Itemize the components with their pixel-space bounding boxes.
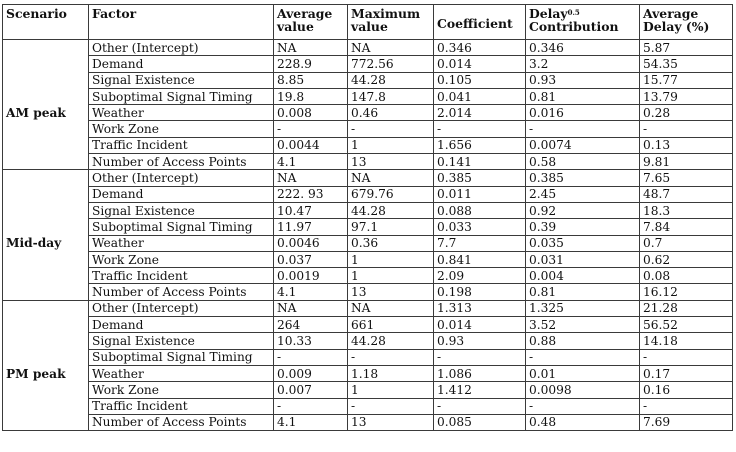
delay-contribution-cell: 0.39 bbox=[526, 219, 640, 235]
average-value-cell: 11.97 bbox=[274, 219, 348, 235]
table-row bbox=[3, 365, 733, 381]
average-delay-cell: 7.84 bbox=[640, 219, 733, 235]
scenario-cell bbox=[3, 398, 89, 414]
coefficient-cell: 0.085 bbox=[434, 414, 526, 430]
coefficient-cell: - bbox=[434, 349, 526, 365]
factor-cell: Number of Access Points bbox=[89, 414, 274, 430]
average-delay-cell: 21.28 bbox=[640, 300, 733, 316]
header-scenario: Scenario bbox=[3, 5, 89, 40]
table-row bbox=[3, 72, 733, 88]
average-value-cell: 8.85 bbox=[274, 72, 348, 88]
coefficient-cell: 0.93 bbox=[434, 333, 526, 349]
factor-cell: Weather bbox=[89, 235, 274, 251]
maximum-value-cell: 1.18 bbox=[348, 365, 434, 381]
average-delay-cell: 16.12 bbox=[640, 284, 733, 300]
factor-cell: Signal Existence bbox=[89, 202, 274, 218]
average-value-cell: 4.1 bbox=[274, 284, 348, 300]
factor-cell: Weather bbox=[89, 365, 274, 381]
average-delay-cell: 0.16 bbox=[640, 382, 733, 398]
average-delay-cell: 9.81 bbox=[640, 154, 733, 170]
maximum-value-cell: - bbox=[348, 349, 434, 365]
maximum-value-cell: 97.1 bbox=[348, 219, 434, 235]
delay-contribution-cell: 2.45 bbox=[526, 186, 640, 202]
scenario-cell: Mid-day bbox=[3, 235, 89, 251]
delay-contribution-cell: - bbox=[526, 349, 640, 365]
coefficient-cell: 0.014 bbox=[434, 56, 526, 72]
delay-contribution-cell: 3.52 bbox=[526, 317, 640, 333]
factor-cell: Work Zone bbox=[89, 121, 274, 137]
factor-cell: Signal Existence bbox=[89, 72, 274, 88]
average-value-cell: NA bbox=[274, 170, 348, 186]
maximum-value-cell: 1 bbox=[348, 137, 434, 153]
table-row bbox=[3, 186, 733, 202]
coefficient-cell: 2.09 bbox=[434, 268, 526, 284]
average-delay-cell: 7.65 bbox=[640, 170, 733, 186]
table-row bbox=[3, 284, 733, 300]
average-value-cell: 0.037 bbox=[274, 251, 348, 267]
delay-contribution-cell: - bbox=[526, 398, 640, 414]
average-value-cell: 4.1 bbox=[274, 154, 348, 170]
maximum-value-cell: 44.28 bbox=[348, 72, 434, 88]
table-row bbox=[3, 105, 733, 121]
maximum-value-cell: 147.8 bbox=[348, 88, 434, 104]
coefficient-cell: 0.841 bbox=[434, 251, 526, 267]
coefficient-cell: 1.412 bbox=[434, 382, 526, 398]
table-row bbox=[3, 333, 733, 349]
average-value-cell: 222. 93 bbox=[274, 186, 348, 202]
delay-contribution-cell: 0.031 bbox=[526, 251, 640, 267]
average-delay-cell: 0.08 bbox=[640, 268, 733, 284]
maximum-value-cell: 679.76 bbox=[348, 186, 434, 202]
factor-cell: Work Zone bbox=[89, 382, 274, 398]
delay-contribution-cell: 0.0098 bbox=[526, 382, 640, 398]
maximum-value-cell: 13 bbox=[348, 284, 434, 300]
delay-contribution-cell: 0.92 bbox=[526, 202, 640, 218]
average-delay-cell: 0.13 bbox=[640, 137, 733, 153]
average-value-cell: 10.33 bbox=[274, 333, 348, 349]
scenario-cell bbox=[3, 186, 89, 202]
average-delay-cell: 5.87 bbox=[640, 40, 733, 56]
average-delay-cell: 14.18 bbox=[640, 333, 733, 349]
factor-cell: Work Zone bbox=[89, 251, 274, 267]
delay-factor-table bbox=[2, 4, 733, 431]
average-delay-cell: 7.69 bbox=[640, 414, 733, 430]
average-value-cell: NA bbox=[274, 40, 348, 56]
average-delay-cell: 15.77 bbox=[640, 72, 733, 88]
average-value-cell: 264 bbox=[274, 317, 348, 333]
average-value-cell: 10.47 bbox=[274, 202, 348, 218]
average-value-cell: 0.0046 bbox=[274, 235, 348, 251]
delay-contribution-cell: 0.93 bbox=[526, 72, 640, 88]
factor-cell: Number of Access Points bbox=[89, 154, 274, 170]
table-row bbox=[3, 235, 733, 251]
table-row bbox=[3, 202, 733, 218]
table-row bbox=[3, 317, 733, 333]
coefficient-cell: 0.198 bbox=[434, 284, 526, 300]
coefficient-cell: 0.011 bbox=[434, 186, 526, 202]
average-value-cell: 0.0019 bbox=[274, 268, 348, 284]
factor-cell: Demand bbox=[89, 56, 274, 72]
factor-cell: Signal Existence bbox=[89, 333, 274, 349]
header-row bbox=[3, 5, 733, 40]
coefficient-cell: 2.014 bbox=[434, 105, 526, 121]
delay-contribution-cell: 0.58 bbox=[526, 154, 640, 170]
coefficient-cell: 0.014 bbox=[434, 317, 526, 333]
coefficient-cell: 0.088 bbox=[434, 202, 526, 218]
maximum-value-cell: 0.36 bbox=[348, 235, 434, 251]
factor-cell: Weather bbox=[89, 105, 274, 121]
maximum-value-cell: 44.28 bbox=[348, 333, 434, 349]
coefficient-cell: 0.141 bbox=[434, 154, 526, 170]
maximum-value-cell: 772.56 bbox=[348, 56, 434, 72]
maximum-value-cell: - bbox=[348, 398, 434, 414]
scenario-cell bbox=[3, 219, 89, 235]
scenario-cell bbox=[3, 137, 89, 153]
maximum-value-cell: 1 bbox=[348, 251, 434, 267]
average-delay-cell: 18.3 bbox=[640, 202, 733, 218]
factor-cell: Traffic Incident bbox=[89, 268, 274, 284]
table-row bbox=[3, 268, 733, 284]
scenario-cell bbox=[3, 72, 89, 88]
average-value-cell: 228.9 bbox=[274, 56, 348, 72]
scenario-cell bbox=[3, 88, 89, 104]
maximum-value-cell: 13 bbox=[348, 154, 434, 170]
coefficient-cell: 0.385 bbox=[434, 170, 526, 186]
header-average-delay: Average Delay (%) bbox=[640, 5, 733, 40]
delay-contribution-cell: - bbox=[526, 121, 640, 137]
delay-contribution-cell: 0.81 bbox=[526, 284, 640, 300]
header-factor: Factor bbox=[89, 5, 274, 40]
scenario-cell bbox=[3, 284, 89, 300]
average-delay-cell: 54.35 bbox=[640, 56, 733, 72]
coefficient-cell: 1.086 bbox=[434, 365, 526, 381]
average-delay-cell: - bbox=[640, 398, 733, 414]
factor-cell: Suboptimal Signal Timing bbox=[89, 349, 274, 365]
scenario-cell bbox=[3, 333, 89, 349]
delay-contribution-cell: 0.346 bbox=[526, 40, 640, 56]
factor-cell: Other (Intercept) bbox=[89, 170, 274, 186]
scenario-cell: PM peak bbox=[3, 365, 89, 381]
average-value-cell: - bbox=[274, 349, 348, 365]
delay-contribution-cell: 0.88 bbox=[526, 333, 640, 349]
table-row bbox=[3, 56, 733, 72]
factor-cell: Traffic Incident bbox=[89, 137, 274, 153]
maximum-value-cell: NA bbox=[348, 300, 434, 316]
coefficient-cell: 7.7 bbox=[434, 235, 526, 251]
average-value-cell: 4.1 bbox=[274, 414, 348, 430]
average-value-cell: - bbox=[274, 398, 348, 414]
table-row bbox=[3, 40, 733, 56]
table-row bbox=[3, 398, 733, 414]
coefficient-cell: 0.033 bbox=[434, 219, 526, 235]
header-maximum-value: Maximum value bbox=[348, 5, 434, 40]
average-value-cell: NA bbox=[274, 300, 348, 316]
average-delay-cell: 13.79 bbox=[640, 88, 733, 104]
factor-cell: Number of Access Points bbox=[89, 284, 274, 300]
factor-cell: Traffic Incident bbox=[89, 398, 274, 414]
average-delay-cell: - bbox=[640, 121, 733, 137]
average-value-cell: 0.008 bbox=[274, 105, 348, 121]
average-value-cell: 0.0044 bbox=[274, 137, 348, 153]
factor-cell: Demand bbox=[89, 317, 274, 333]
factor-cell: Suboptimal Signal Timing bbox=[89, 219, 274, 235]
coefficient-cell: 1.656 bbox=[434, 137, 526, 153]
header-average-value: Average value bbox=[274, 5, 348, 40]
average-delay-cell: 56.52 bbox=[640, 317, 733, 333]
table-row bbox=[3, 88, 733, 104]
maximum-value-cell: - bbox=[348, 121, 434, 137]
delay-contribution-cell: 0.81 bbox=[526, 88, 640, 104]
table-row bbox=[3, 219, 733, 235]
table-row bbox=[3, 154, 733, 170]
header-coefficient: Coefficient bbox=[434, 5, 526, 40]
average-value-cell: 0.009 bbox=[274, 365, 348, 381]
table-row bbox=[3, 349, 733, 365]
factor-cell: Other (Intercept) bbox=[89, 40, 274, 56]
table-row bbox=[3, 251, 733, 267]
average-value-cell: 19.8 bbox=[274, 88, 348, 104]
scenario-cell bbox=[3, 154, 89, 170]
average-delay-cell: - bbox=[640, 349, 733, 365]
table-row bbox=[3, 300, 733, 316]
delay-contribution-cell: 0.48 bbox=[526, 414, 640, 430]
delay-contribution-cell: 0.016 bbox=[526, 105, 640, 121]
delay-contribution-cell: 0.004 bbox=[526, 268, 640, 284]
scenario-cell bbox=[3, 56, 89, 72]
factor-cell: Suboptimal Signal Timing bbox=[89, 88, 274, 104]
scenario-cell bbox=[3, 317, 89, 333]
coefficient-cell: 0.346 bbox=[434, 40, 526, 56]
table-row bbox=[3, 137, 733, 153]
average-delay-cell: 0.17 bbox=[640, 365, 733, 381]
maximum-value-cell: 13 bbox=[348, 414, 434, 430]
table-row bbox=[3, 382, 733, 398]
table-row bbox=[3, 170, 733, 186]
maximum-value-cell: 0.46 bbox=[348, 105, 434, 121]
delay-contribution-cell: 0.035 bbox=[526, 235, 640, 251]
average-delay-cell: 48.7 bbox=[640, 186, 733, 202]
factor-cell: Demand bbox=[89, 186, 274, 202]
coefficient-cell: 0.041 bbox=[434, 88, 526, 104]
maximum-value-cell: 44.28 bbox=[348, 202, 434, 218]
average-delay-cell: 0.7 bbox=[640, 235, 733, 251]
maximum-value-cell: NA bbox=[348, 40, 434, 56]
cropped-caption-fragment bbox=[0, 0, 736, 3]
coefficient-cell: - bbox=[434, 121, 526, 137]
scenario-cell bbox=[3, 121, 89, 137]
average-delay-cell: 0.28 bbox=[640, 105, 733, 121]
scenario-cell bbox=[3, 300, 89, 316]
scenario-cell bbox=[3, 349, 89, 365]
average-value-cell: - bbox=[274, 121, 348, 137]
scenario-cell bbox=[3, 382, 89, 398]
coefficient-cell: 0.105 bbox=[434, 72, 526, 88]
maximum-value-cell: 1 bbox=[348, 382, 434, 398]
coefficient-cell: - bbox=[434, 398, 526, 414]
delay-contribution-cell: 0.385 bbox=[526, 170, 640, 186]
delay-contribution-cell: 1.325 bbox=[526, 300, 640, 316]
scenario-cell bbox=[3, 40, 89, 56]
coefficient-cell: 1.313 bbox=[434, 300, 526, 316]
factor-cell: Other (Intercept) bbox=[89, 300, 274, 316]
scenario-cell bbox=[3, 414, 89, 430]
scenario-cell bbox=[3, 202, 89, 218]
delay-contribution-cell: 3.2 bbox=[526, 56, 640, 72]
maximum-value-cell: 1 bbox=[348, 268, 434, 284]
average-value-cell: 0.007 bbox=[274, 382, 348, 398]
delay-contribution-cell: 0.0074 bbox=[526, 137, 640, 153]
header-delay-contribution: Delay$^{0.5}$ Contribution bbox=[526, 5, 640, 40]
table-row bbox=[3, 121, 733, 137]
scenario-cell bbox=[3, 170, 89, 186]
scenario-cell bbox=[3, 268, 89, 284]
delay-contribution-cell: 0.01 bbox=[526, 365, 640, 381]
table-row bbox=[3, 414, 733, 430]
average-delay-cell: 0.62 bbox=[640, 251, 733, 267]
maximum-value-cell: NA bbox=[348, 170, 434, 186]
maximum-value-cell: 661 bbox=[348, 317, 434, 333]
scenario-cell: AM peak bbox=[3, 105, 89, 121]
scenario-cell bbox=[3, 251, 89, 267]
